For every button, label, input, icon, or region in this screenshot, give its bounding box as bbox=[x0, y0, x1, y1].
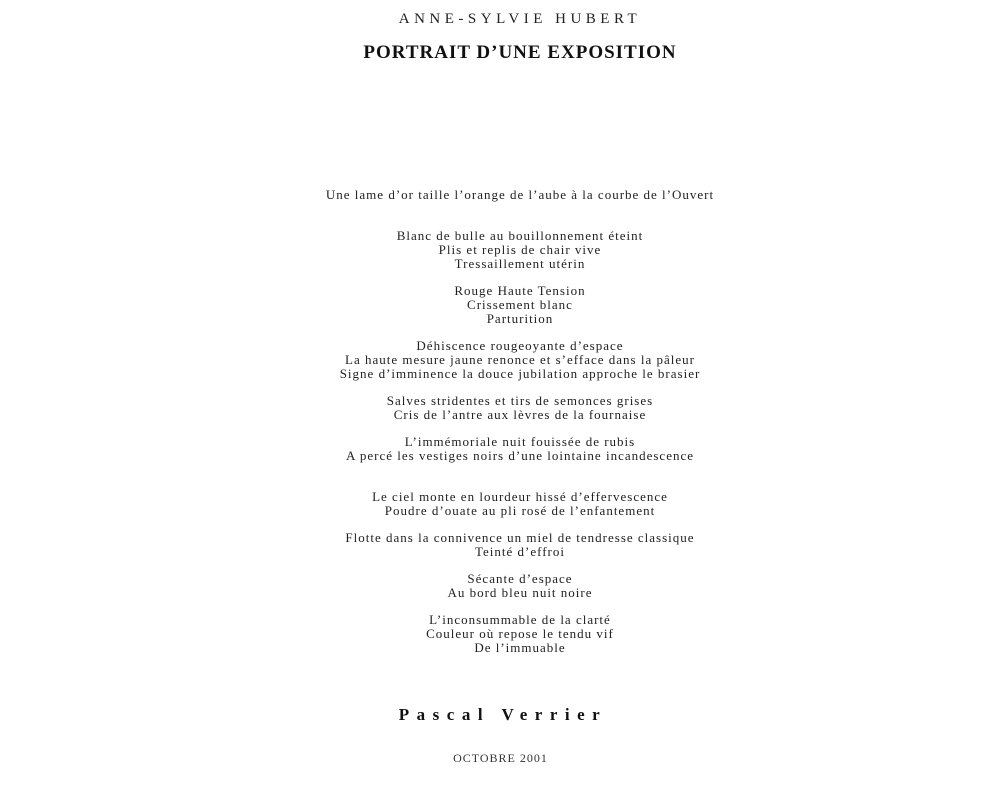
poem-stanza bbox=[0, 188, 1000, 202]
poem-stanza bbox=[0, 229, 1000, 271]
poem-stanza bbox=[0, 394, 1000, 422]
poem-line: Crissement blanc bbox=[467, 297, 573, 312]
poem-line: Poudre d’ouate au pli rosé de l’enfantement bbox=[384, 503, 656, 518]
poem-line: Blanc de bulle au bouillonnement éteint bbox=[396, 228, 644, 243]
poem-line: Plis et replis de chair vive bbox=[438, 242, 602, 257]
author-name: ANNE-SYLVIE HUBERT bbox=[398, 11, 642, 27]
poem-line: Flotte dans la connivence un miel de tendresse classique bbox=[345, 530, 695, 545]
poem-line: Une lame d’or taille l’orange de l’aube à la courbe de l’Ouvert bbox=[325, 187, 715, 202]
poem-line: Rouge Haute Tension bbox=[454, 283, 586, 298]
date: OCTOBRE 2001 bbox=[453, 751, 548, 765]
poem-line: De l’immuable bbox=[474, 640, 566, 655]
poem-line: Au bord bleu nuit noire bbox=[447, 585, 593, 600]
poem-line: Parturition bbox=[486, 311, 554, 326]
poem-line: Salves stridentes et tirs de semonces grises bbox=[386, 393, 654, 408]
poem-line: Cris de l’antre aux lèvres de la fournaise bbox=[393, 407, 647, 422]
poem-line: Sécante d’espace bbox=[467, 571, 573, 586]
poem bbox=[0, 188, 1000, 655]
poem-stanza bbox=[0, 435, 1000, 463]
poem-line: Tressaillement utérin bbox=[454, 256, 586, 271]
poem-line: A percé les vestiges noirs d’une lointaine incandescence bbox=[345, 448, 695, 463]
page-title: PORTRAIT D’UNE EXPOSITION bbox=[363, 42, 677, 63]
poem-line: Couleur où repose le tendu vif bbox=[426, 626, 614, 641]
poem-line: L’inconsummable de la clarté bbox=[429, 612, 611, 627]
signature: Pascal Verrier bbox=[398, 705, 608, 724]
poem-stanza bbox=[0, 572, 1000, 600]
poem-line: Déhiscence rougeoyante d’espace bbox=[416, 338, 624, 353]
poem-stanza bbox=[0, 531, 1000, 559]
poem-line: Le ciel monte en lourdeur hissé d’effervescence bbox=[372, 489, 668, 504]
poem-line: Teinté d’effroi bbox=[474, 544, 565, 559]
poem-stanza bbox=[0, 490, 1000, 518]
poem-stanza bbox=[0, 613, 1000, 655]
poem-stanza bbox=[0, 339, 1000, 381]
poem-line: L’immémoriale nuit fouissée de rubis bbox=[404, 434, 636, 449]
poem-line: La haute mesure jaune renonce et s’efface dans la pâleur bbox=[345, 352, 695, 367]
poem-stanza bbox=[0, 284, 1000, 326]
poem-line: Signe d’imminence la douce jubilation approche le brasier bbox=[339, 366, 701, 381]
